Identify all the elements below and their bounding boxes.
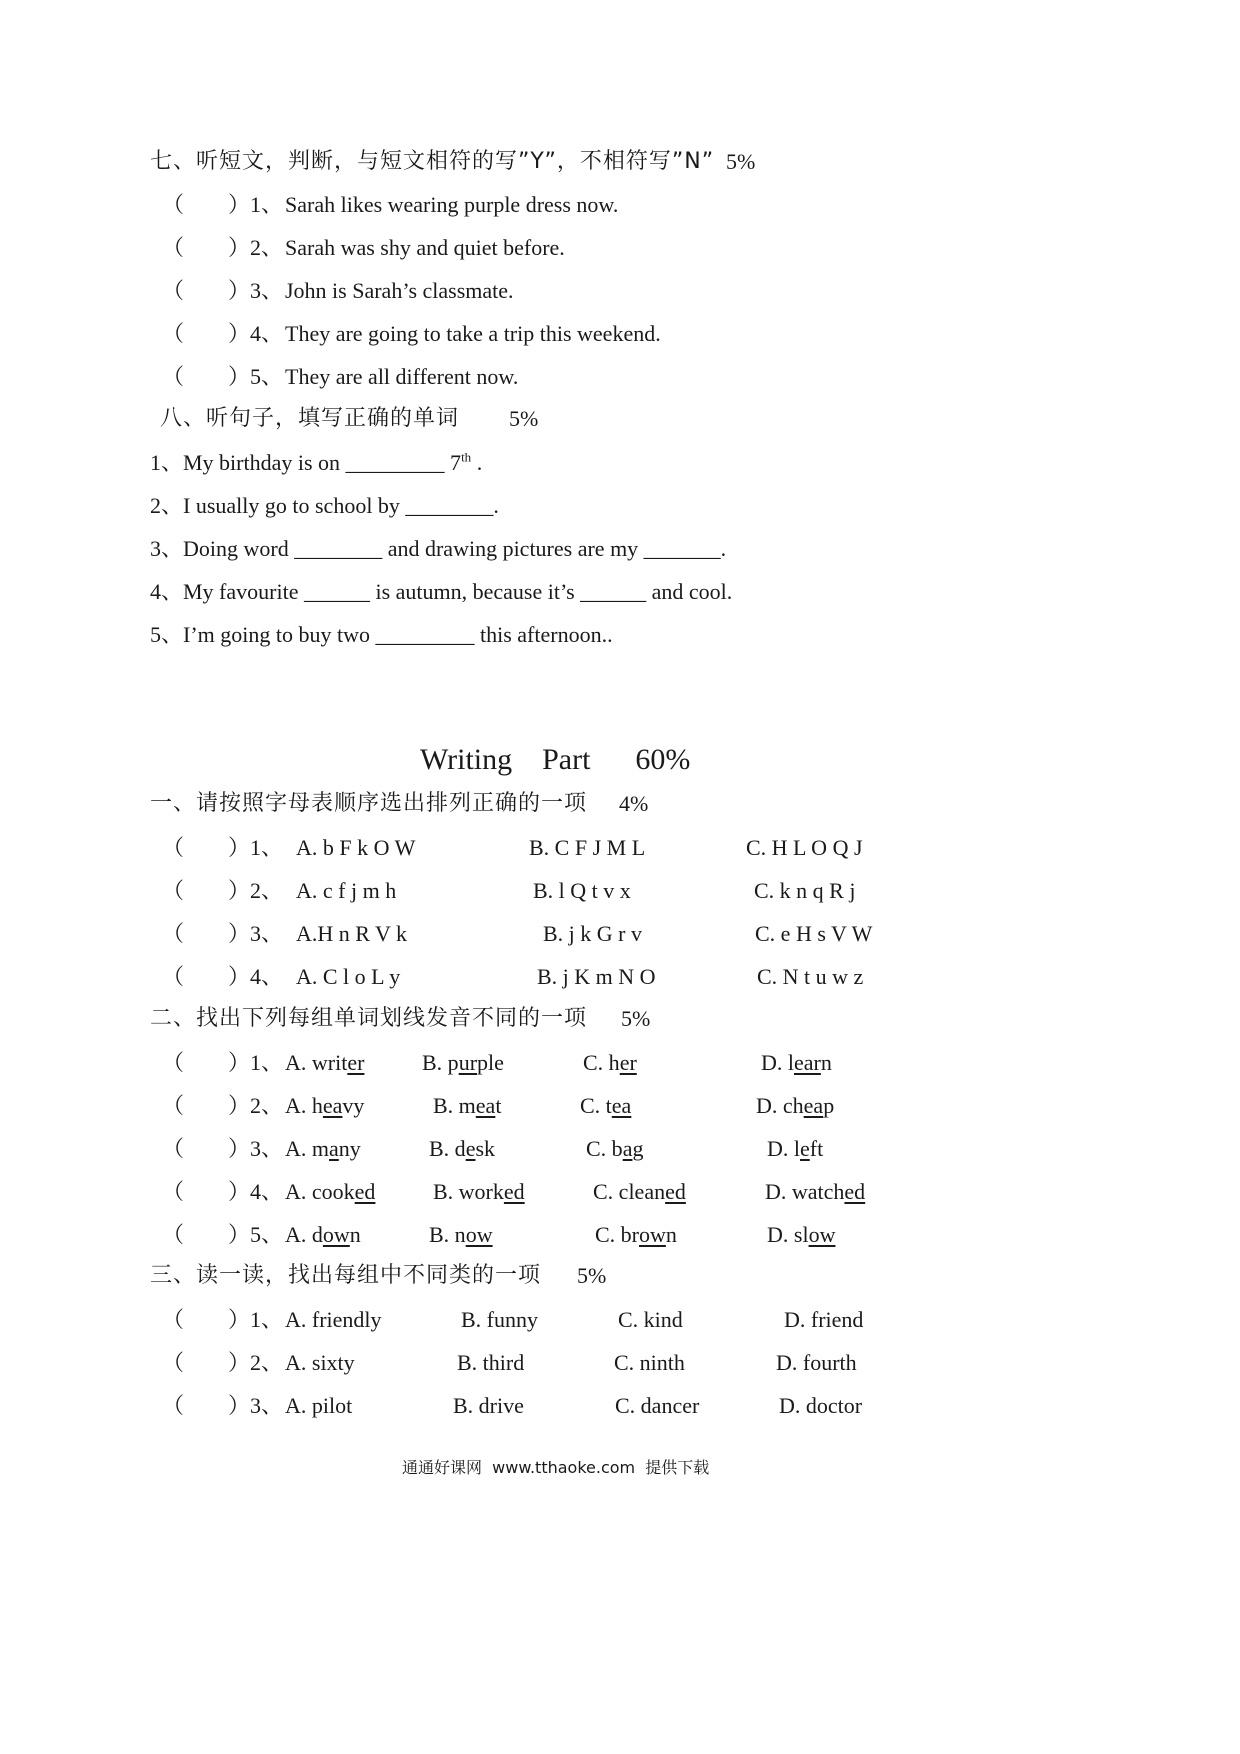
answer-paren[interactable]: （ bbox=[162, 1093, 185, 1118]
item-number: ）1、 bbox=[228, 835, 284, 860]
option-a bbox=[285, 1135, 361, 1163]
option-a bbox=[285, 1092, 364, 1120]
underlined-letters: ow bbox=[808, 1222, 836, 1247]
option-a: A.H n R V k bbox=[296, 921, 408, 946]
fill-item-5: 5、I’m going to buy two _________ this afternoon.. bbox=[150, 622, 613, 647]
option-d bbox=[765, 1178, 865, 1206]
w3-score: 5% bbox=[577, 1263, 607, 1288]
item-number: ）1、 bbox=[228, 192, 284, 217]
option-d-text: D. l bbox=[761, 1050, 794, 1075]
item-number: ）5、 bbox=[228, 1222, 284, 1247]
option-c: C. dancer bbox=[615, 1393, 700, 1418]
option-a-text: A. d bbox=[285, 1222, 323, 1247]
fill-item-2: 2、I usually go to school by ________. bbox=[150, 493, 499, 518]
answer-paren[interactable]: （ bbox=[162, 1222, 185, 1247]
item-text: Sarah was shy and quiet before. bbox=[285, 235, 565, 260]
option-c bbox=[586, 1135, 643, 1163]
option-c-text: C. t bbox=[580, 1093, 612, 1118]
underlined-letters: a bbox=[329, 1136, 339, 1161]
option-b: B. drive bbox=[453, 1393, 524, 1418]
option-a-text: A. cook bbox=[285, 1179, 355, 1204]
underlined-letters: ow bbox=[639, 1222, 666, 1247]
item-text: They are all different now. bbox=[285, 364, 519, 389]
option-a: A. b F k O W bbox=[296, 835, 416, 860]
option-d-text: D. sl bbox=[767, 1222, 809, 1247]
fill-item-3: 3、Doing word ________ and drawing pictures are my _______. bbox=[150, 536, 727, 561]
option-d bbox=[756, 1092, 834, 1120]
item-number: ）2、 bbox=[228, 1093, 284, 1118]
option-c: C. k n q R j bbox=[754, 878, 856, 903]
option-b bbox=[433, 1092, 501, 1120]
option-b: B. funny bbox=[461, 1307, 538, 1332]
item-number: ）2、 bbox=[228, 1350, 284, 1375]
answer-paren[interactable]: （ bbox=[162, 1393, 185, 1418]
option-a: A. c f j m h bbox=[296, 878, 397, 903]
answer-paren[interactable]: （ bbox=[162, 192, 185, 217]
underlined-letters: ed bbox=[354, 1179, 376, 1204]
answer-paren[interactable]: （ bbox=[162, 235, 185, 260]
option-d bbox=[767, 1221, 835, 1249]
option-a-end: vy bbox=[342, 1093, 365, 1118]
option-b bbox=[429, 1221, 493, 1249]
section8-score: 5% bbox=[509, 406, 539, 431]
option-b: B. C F J M L bbox=[529, 835, 646, 860]
item-text: They are going to take a trip this weekend. bbox=[285, 321, 661, 346]
option-c-end: n bbox=[665, 1222, 677, 1247]
item-number: ）3、 bbox=[228, 278, 284, 303]
option-a-end: n bbox=[349, 1222, 361, 1247]
section7-heading: 七、听短文，判断，与短文相符的写”Y”，不相符写”N” bbox=[150, 149, 715, 174]
underlined-letters: er bbox=[347, 1050, 365, 1075]
fill-item-1 bbox=[150, 449, 482, 477]
option-a: A. sixty bbox=[285, 1350, 355, 1375]
option-b: B. l Q t v x bbox=[533, 878, 631, 903]
underlined-letters: e bbox=[800, 1136, 810, 1161]
option-a bbox=[285, 1221, 361, 1249]
footer-credit: 通通好课网 www.tthaoke.com 提供下载 bbox=[402, 1458, 710, 1477]
item-number: ）1、 bbox=[228, 1050, 284, 1075]
fill-item-1-end: . bbox=[471, 450, 483, 475]
answer-paren[interactable]: （ bbox=[162, 964, 185, 989]
item-number: ）4、 bbox=[228, 1179, 284, 1204]
option-a bbox=[285, 1049, 364, 1077]
answer-paren[interactable]: （ bbox=[162, 921, 185, 946]
option-d-end: p bbox=[823, 1093, 835, 1118]
item-number: ）2、 bbox=[228, 878, 284, 903]
answer-paren[interactable]: （ bbox=[162, 835, 185, 860]
fill-item-4: 4、My favourite ______ is autumn, because it’s ______ and cool. bbox=[150, 579, 733, 604]
answer-paren[interactable]: （ bbox=[162, 1136, 185, 1161]
underlined-letters: a bbox=[622, 1136, 633, 1161]
item-number: ）4、 bbox=[228, 321, 284, 346]
item-number: ）2、 bbox=[228, 235, 284, 260]
w3-heading: 三、读一读，找出每组中不同类的一项 bbox=[150, 1263, 542, 1288]
item-number: ）3、 bbox=[228, 1136, 284, 1161]
option-b-text: B. work bbox=[433, 1179, 504, 1204]
option-b-end: t bbox=[495, 1093, 502, 1118]
option-a bbox=[285, 1178, 375, 1206]
option-d: D. friend bbox=[784, 1307, 864, 1332]
underlined-letters: ed bbox=[665, 1179, 686, 1204]
option-d: D. fourth bbox=[776, 1350, 857, 1375]
underlined-letters: ed bbox=[503, 1179, 525, 1204]
answer-paren[interactable]: （ bbox=[162, 364, 185, 389]
w2-score: 5% bbox=[621, 1006, 651, 1031]
underlined-letters: ow bbox=[322, 1222, 350, 1247]
option-c bbox=[583, 1049, 637, 1077]
option-b-end: sk bbox=[475, 1136, 496, 1161]
option-c bbox=[595, 1221, 677, 1249]
option-d-end: ft bbox=[809, 1136, 824, 1161]
option-b-text: B. m bbox=[433, 1093, 476, 1118]
option-d-text: D. watch bbox=[765, 1179, 845, 1204]
option-c-text: C. b bbox=[586, 1136, 623, 1161]
item-number: ）1、 bbox=[228, 1307, 284, 1332]
option-a: A. pilot bbox=[285, 1393, 353, 1418]
option-d-end: n bbox=[820, 1050, 832, 1075]
option-b bbox=[433, 1178, 525, 1206]
option-b: B. j K m N O bbox=[537, 964, 656, 989]
option-b-text: B. p bbox=[422, 1050, 459, 1075]
option-c: C. ninth bbox=[614, 1350, 685, 1375]
fill-item-1-text: 1、My birthday is on _________ 7 bbox=[150, 450, 462, 475]
option-d bbox=[761, 1049, 832, 1077]
answer-paren[interactable]: （ bbox=[162, 321, 185, 346]
option-a-text: A. writ bbox=[285, 1050, 348, 1075]
w2-heading: 二、找出下列每组单词划线发音不同的一项 bbox=[150, 1006, 588, 1031]
underlined-letters: ea bbox=[611, 1093, 632, 1118]
option-c bbox=[593, 1178, 686, 1206]
writing-part-title: Writing Part 60% bbox=[420, 743, 691, 776]
answer-paren[interactable]: （ bbox=[162, 1050, 185, 1075]
item-text: Sarah likes wearing purple dress now. bbox=[285, 192, 619, 217]
option-d-text: D. l bbox=[767, 1136, 800, 1161]
underlined-letters: ed bbox=[844, 1179, 866, 1204]
option-b-text: B. n bbox=[429, 1222, 466, 1247]
option-c-text: C. clean bbox=[593, 1179, 666, 1204]
item-number: ）3、 bbox=[228, 921, 284, 946]
option-c-end: g bbox=[632, 1136, 644, 1161]
item-number: ）4、 bbox=[228, 964, 284, 989]
option-b: B. j k G r v bbox=[543, 921, 642, 946]
option-d-text: D. ch bbox=[756, 1093, 804, 1118]
item-number: ）3、 bbox=[228, 1393, 284, 1418]
underlined-letters: ea bbox=[322, 1093, 343, 1118]
option-a-end: ny bbox=[338, 1136, 361, 1161]
option-b: B. third bbox=[457, 1350, 525, 1375]
option-b bbox=[422, 1049, 504, 1077]
underlined-letters: e bbox=[465, 1136, 476, 1161]
answer-paren[interactable]: （ bbox=[162, 1350, 185, 1375]
option-b-end: ple bbox=[477, 1050, 504, 1075]
w1-score: 4% bbox=[619, 791, 649, 816]
option-a-text: A. h bbox=[285, 1093, 323, 1118]
ordinal-suffix: th bbox=[461, 449, 472, 465]
underlined-letters: ear bbox=[794, 1050, 821, 1075]
option-c bbox=[580, 1092, 631, 1120]
option-d bbox=[767, 1135, 823, 1163]
option-b bbox=[429, 1135, 495, 1163]
option-c: C. H L O Q J bbox=[746, 835, 863, 860]
underlined-letters: ea bbox=[803, 1093, 824, 1118]
option-b-text: B. d bbox=[429, 1136, 466, 1161]
item-number: ）5、 bbox=[228, 364, 284, 389]
option-c: C. kind bbox=[618, 1307, 683, 1332]
w1-heading: 一、请按照字母表顺序选出排列正确的一项 bbox=[150, 791, 588, 816]
section7-score: 5% bbox=[726, 149, 756, 174]
option-c-text: C. h bbox=[583, 1050, 620, 1075]
answer-paren[interactable]: （ bbox=[162, 878, 185, 903]
option-c: C. N t u w z bbox=[757, 964, 864, 989]
underlined-letters: ea bbox=[475, 1093, 496, 1118]
option-a-text: A. m bbox=[285, 1136, 329, 1161]
section8-heading: 八、听句子，填写正确的单词 bbox=[160, 406, 460, 431]
answer-paren[interactable]: （ bbox=[162, 1179, 185, 1204]
option-a: A. C l o L y bbox=[296, 964, 401, 989]
answer-paren[interactable]: （ bbox=[162, 278, 185, 303]
underlined-letters: ur bbox=[458, 1050, 478, 1075]
option-a: A. friendly bbox=[285, 1307, 382, 1332]
option-c-text: C. br bbox=[595, 1222, 639, 1247]
answer-paren[interactable]: （ bbox=[162, 1307, 185, 1332]
option-c: C. e H s V W bbox=[755, 921, 873, 946]
underlined-letters: ow bbox=[465, 1222, 493, 1247]
underlined-letters: er bbox=[619, 1050, 637, 1075]
option-d: D. doctor bbox=[779, 1393, 863, 1418]
item-text: John is Sarah’s classmate. bbox=[285, 278, 514, 303]
